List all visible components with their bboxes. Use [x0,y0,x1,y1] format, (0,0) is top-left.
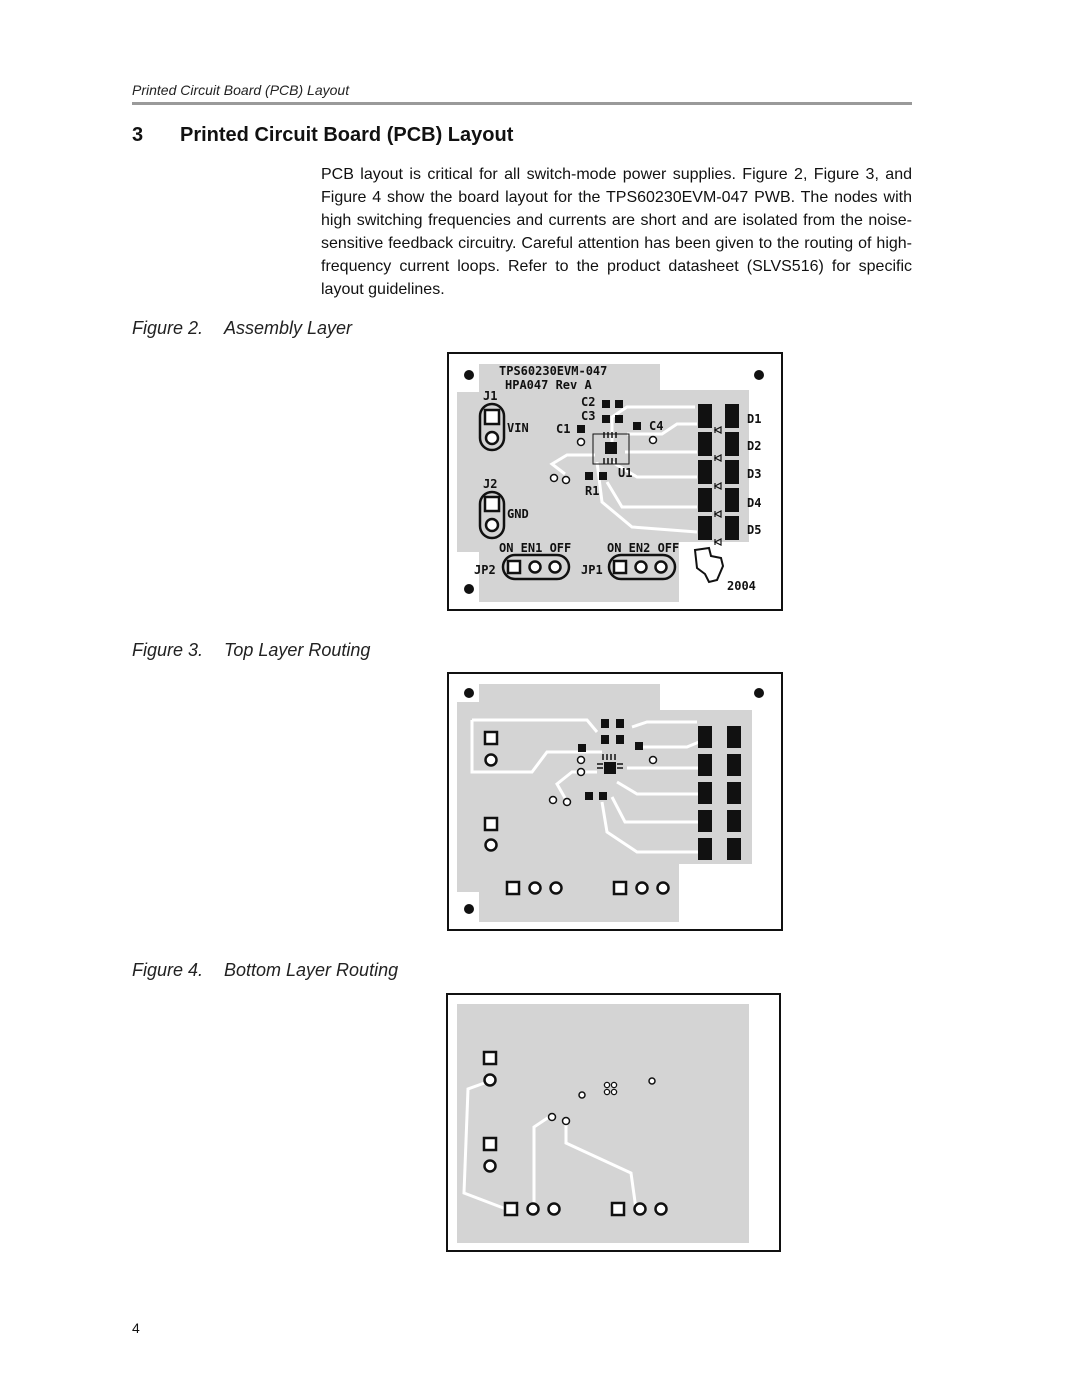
figure-4-title: Bottom Layer Routing [224,960,399,980]
d2-label: D2 [747,439,762,453]
d5-label: D5 [747,523,762,537]
j1-label: J1 [483,389,498,403]
section-heading [132,124,513,147]
en2-label: ON EN2 OFF [607,541,680,555]
figure-2-title: Assembly Layer [224,318,353,338]
d3-label: D3 [747,467,762,481]
jp1-label: JP1 [581,563,603,577]
figure-2-caption [132,318,352,339]
board-rev-label: HPA047 Rev A [505,378,592,392]
gnd-label: GND [507,507,529,521]
figure-3-label: Figure 3. [132,640,204,660]
jp2-label: JP2 [474,563,496,577]
page-number: 4 [132,1320,140,1336]
figure-3-caption [132,640,370,661]
figure-4-label: Figure 4. [132,960,204,980]
c3-label: C3 [581,409,596,423]
d4-label: D4 [747,496,762,510]
en1-label: ON EN1 OFF [499,541,572,555]
vin-label: VIN [507,421,529,435]
top-layer-figure [447,672,783,932]
assembly-layer-figure [447,352,783,612]
board-name-label: TPS60230EVM-047 [499,364,608,378]
j2-label: J2 [483,477,498,491]
c4-label: C4 [649,419,664,433]
r1-label: R1 [585,484,600,498]
figure-2-label: Figure 2. [132,318,204,338]
year-label: 2004 [727,579,756,593]
section-number: 3 [132,124,144,146]
c1-label: C1 [556,422,571,436]
figure-4-caption [132,960,398,981]
bottom-layer-figure [446,993,782,1253]
running-header: Printed Circuit Board (PCB) Layout [132,82,350,98]
section-title: Printed Circuit Board (PCB) Layout [180,124,514,146]
body-paragraph: PCB layout is critical for all switch-mode power supplies. Figure 2, Figure 3, and Figure 4 show the board layout for the TPS60230EVM-047 PWB. The nodes with high switching frequencies and currents are short and are isolated from the noise-sensitive feedback circuitry. Careful attention has been given to the routing of high-frequency current loops. Refer to the product datasheet (SLVS516) for specific layout guidelines. [321,166,912,298]
d1-label: D1 [747,412,762,426]
u1-label: U1 [618,466,633,480]
c2-label: C2 [581,395,596,409]
figure-3-title: Top Layer Routing [224,640,371,660]
header-rule [132,102,912,105]
